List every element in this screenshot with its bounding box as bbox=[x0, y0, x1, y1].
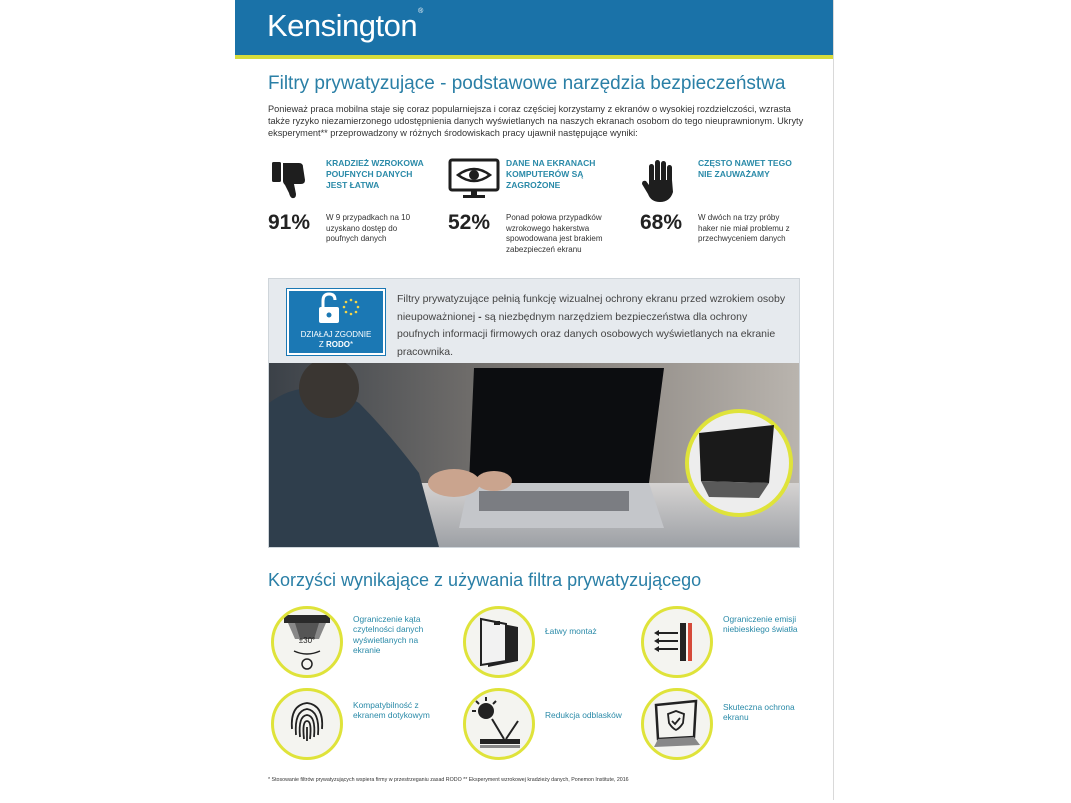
benefit-screen-protection bbox=[641, 688, 821, 760]
benefit-label: Kompatybilność z ekranem dotykowym bbox=[353, 700, 430, 721]
benefit-label: Skuteczna ochrona ekranu bbox=[723, 702, 795, 723]
benefit-easy-mount bbox=[463, 606, 643, 678]
stat-percent: 52% bbox=[448, 211, 491, 234]
viewing-angle-icon bbox=[271, 606, 343, 678]
page-title: Filtry prywatyzujące - podstawowe narzędzia bezpieczeństwa bbox=[268, 73, 786, 94]
header-bar bbox=[235, 0, 833, 59]
brochure-page bbox=[235, 0, 834, 800]
gdpr-badge-label: DZIAŁAJ ZGODNIE Z RODO* bbox=[300, 330, 372, 349]
glare-reduction-icon bbox=[463, 688, 535, 760]
fingerprint-icon bbox=[271, 688, 343, 760]
stat-percent: 68% bbox=[640, 211, 683, 234]
benefit-touchscreen bbox=[271, 688, 451, 760]
stat-screen-data bbox=[448, 158, 618, 258]
stat-desc: Ponad połowa przypadków wzrokowego hakerstwa spowodowana jest brakiem zabezpieczeń ekranu bbox=[506, 213, 603, 254]
benefit-glare bbox=[463, 688, 643, 760]
benefit-label: Ograniczenie kąta czytelności danych wyświetlanych na ekranie bbox=[353, 614, 424, 656]
stat-title: CZĘSTO NAWET TEGO NIE ZAUWAŻAMY bbox=[698, 158, 792, 179]
padlock-eu-icon bbox=[289, 291, 383, 333]
easy-mount-icon bbox=[463, 606, 535, 678]
svg-text:±30°: ±30° bbox=[298, 636, 316, 645]
kensington-logo: Kensington® bbox=[267, 8, 423, 43]
screen-protection-icon bbox=[641, 688, 713, 760]
laptop-photo bbox=[269, 363, 799, 547]
stat-not-noticed bbox=[640, 158, 810, 258]
benefit-label: Łatwy montaż bbox=[545, 626, 597, 636]
footnote: * Stosowanie filtrów prywatyzujących wspiera firmy w przestrzeganiu zasad RODO ** Eksperyment wzrokowej kradzieży danych, Ponemon Institute, 2016 bbox=[268, 777, 629, 783]
benefit-blue-light bbox=[641, 606, 821, 678]
gdpr-badge bbox=[287, 289, 385, 355]
stat-desc: W 9 przypadkach na 10 uzyskano dostęp do poufnych danych bbox=[326, 213, 411, 243]
benefit-label: Redukcja odblasków bbox=[545, 710, 622, 720]
benefit-viewing-angle bbox=[271, 606, 451, 678]
stat-percent: 91% bbox=[268, 211, 311, 234]
benefits-title: Korzyści wynikające z używania filtra prywatyzującego bbox=[268, 570, 702, 590]
stat-visual-hacking bbox=[268, 158, 438, 258]
eye-monitor-icon bbox=[448, 158, 500, 205]
intro-paragraph: Ponieważ praca mobilna staje się coraz popularniejsza i coraz częściej korzystamy z ekranów o wysokiej rozdzielczości, wzrasta także ryzyko niezamierzonego udostępnienia danych wyświetlanych na naszych ekranach osobom do tego nieuprawnionym. Ukryty eksperyment** przeprowadzony w różnych środowiskach pracy ujawnił następujące wyniki: bbox=[268, 104, 804, 138]
gdpr-text: Filtry prywatyzujące pełnią funkcję wizualnej ochrony ekranu przed wzrokiem osoby nieupoważnionej - są niezbędnym narzędziem bezpieczeństwa dla ochrony poufnych informacji firmowych oraz danych osobowych wyświetlanych na ekranie pracownika. bbox=[397, 293, 786, 358]
thumbs-down-icon bbox=[268, 158, 310, 207]
gdpr-section bbox=[268, 278, 800, 548]
stat-title: KRADZIEŻ WZROKOWA POUFNYCH DANYCH JEST ŁATWA bbox=[326, 158, 424, 190]
stat-desc: W dwóch na trzy próby haker nie miał problemu z przechwyceniem danych bbox=[698, 213, 790, 243]
hand-icon bbox=[640, 158, 682, 209]
stat-title: DANE NA EKRANACH KOMPUTERÓW SĄ ZAGROŻONE bbox=[506, 158, 596, 190]
benefit-label: Ograniczenie emisji niebieskiego światła bbox=[723, 614, 798, 635]
blue-light-icon bbox=[641, 606, 713, 678]
